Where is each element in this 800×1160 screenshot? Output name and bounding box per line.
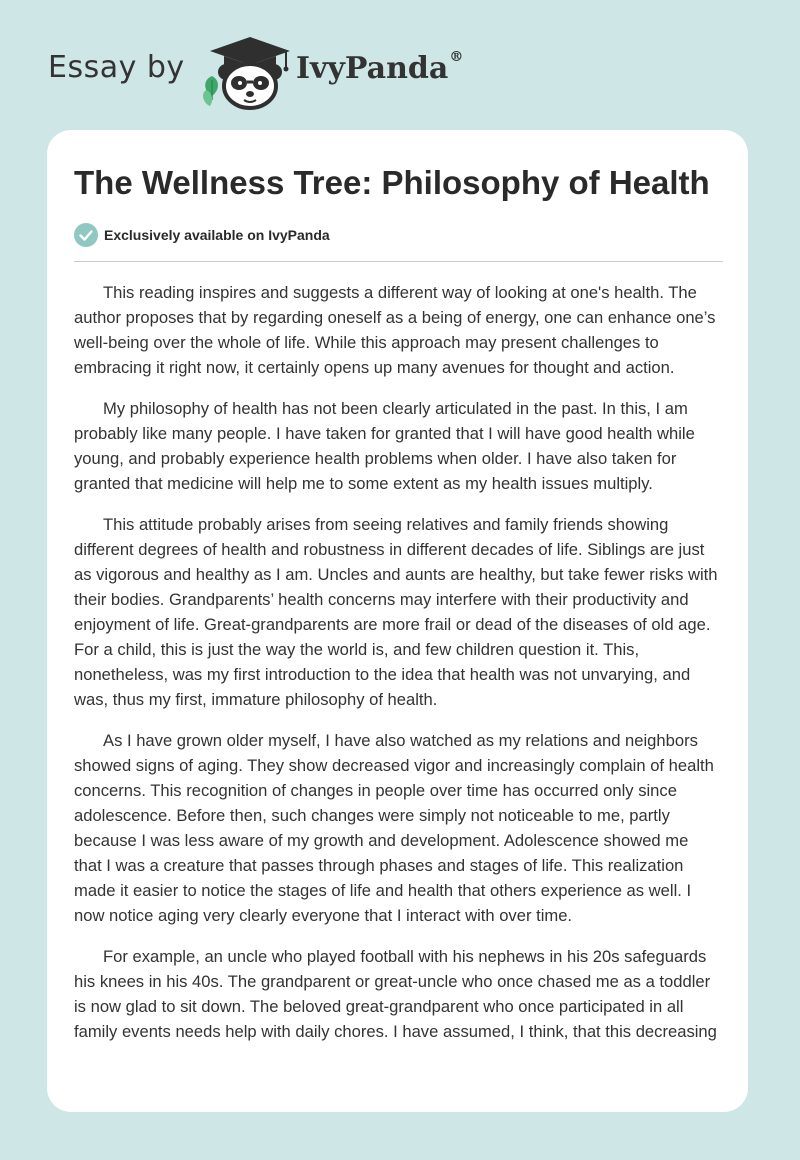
exclusive-badge-label: Exclusively available on IvyPanda [104,227,330,243]
paragraph [74,728,724,928]
text-line: their bodies. Grandparents’ health concerns may interfere with their productivity and [74,590,689,609]
text-line: his knees in his 40s. The grandparent or great-uncle who once chased me as a toddler [74,972,711,991]
brand-name: IvyPanda® [296,49,464,86]
essay-title: The Wellness Tree: Philosophy of Health [74,164,710,201]
text-line: because I was less aware of my growth and development. Adolescence showed me [74,831,689,850]
paragraph [74,512,724,712]
text-line: is now glad to sit down. The beloved great-grandparent who once participated in all [74,997,684,1016]
text-line: My philosophy of health has not been clearly articulated in the past. In this, I am [103,399,688,418]
text-line: author proposes that by regarding oneself as a being of energy, one can enhance one’s [74,308,716,327]
exclusive-badge [74,222,330,248]
text-line: As I have grown older myself, I have also watched as my relations and neighbors [103,731,698,750]
text-line: as vigorous and healthy as I am. Uncles and aunts are healthy, but take fewer risks with [74,565,718,584]
text-line: concerns. This recognition of changes in people over time has occurred only since [74,781,677,800]
paragraph [74,944,724,1044]
text-line: different degrees of health and robustness in different decades of life. Siblings are just [74,540,705,559]
text-line: This reading inspires and suggests a different way of looking at one's health. The [103,283,697,302]
text-line: For a child, this is just the way the world is, and few children question it. This, [74,640,640,659]
text-line: adolescence. Before then, such changes were simply not noticeable to me, partly [74,806,670,825]
text-line: nonetheless, was my first introduction to the idea that health was not unvarying, and [74,665,691,684]
text-line: made it easier to notice the stages of life and health that others experience as well. I [74,881,692,900]
panda-logo-icon [198,34,298,110]
essay-body [74,280,724,1060]
text-line: was, thus my first, immature philosophy of health. [74,690,438,709]
text-line: well-being over the whole of life. While this approach may present challenges to [74,333,659,352]
title-divider [74,261,723,262]
paragraph [74,280,724,380]
text-line: This attitude probably arises from seeing relatives and family friends showing [103,515,669,534]
text-line: family events needs help with daily chores. I have assumed, I think, that this decreasing [74,1022,717,1041]
text-line: young, and probably experience health problems when older. I have also taken for [74,449,677,468]
site-header [0,0,800,130]
text-line: probably like many people. I have taken for granted that I will have good health while [74,424,695,443]
text-line: showed signs of aging. They show decreased vigor and increasingly complain of health [74,756,714,775]
check-circle-icon [74,223,98,247]
text-line: that I was a creature that passes through phases and stages of life. This realization [74,856,684,875]
essay-card [47,130,748,1112]
text-line: embracing it right now, it certainly opens up many avenues for thought and action. [74,358,675,377]
text-line: For example, an uncle who played football with his nephews in his 20s safeguards [103,947,707,966]
paragraph [74,396,724,496]
text-line: granted that medicine will help me to some extent as my health issues multiply. [74,474,653,493]
text-line: enjoyment of life. Great-grandparents are more frail or dead of the diseases of old age. [74,615,711,634]
essay-by-label: Essay by [48,50,185,85]
registered-mark: ® [449,49,464,65]
text-line: now notice aging very clearly everyone that I interact with over time. [74,906,573,925]
